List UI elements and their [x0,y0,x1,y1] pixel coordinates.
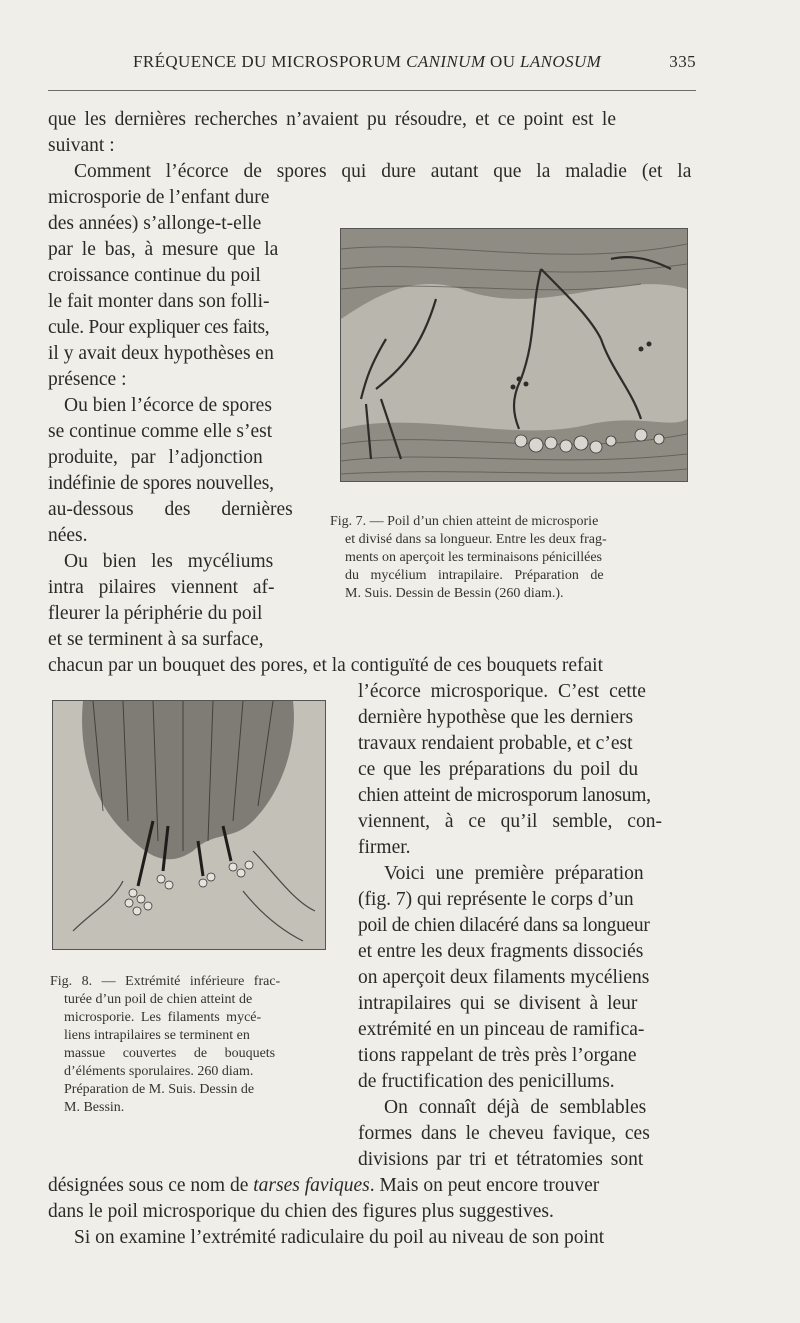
text-line: intra pilaires viennent af- [48,577,275,598]
text-line: se continue comme elle s’est [48,421,273,442]
fig7-drawing [341,229,687,481]
text-line: On connaît déjà de semblables [384,1097,647,1118]
caption-line: massue couvertes de bouquets [64,1046,276,1061]
running-title: FRÉQUENCE DU MICROSPORUM CANINUM OU LANOSUM [133,52,602,71]
text-line: produite, par l’adjonction [48,447,263,468]
text-line: ce que les préparations du poil du [358,759,639,780]
text-line: cule. Pour expliquer ces faits, [48,317,270,338]
fig8-drawing [53,701,325,949]
text-line: Ou bien les mycéliums [64,551,274,572]
caption-line: ments on aperçoit les terminaisons pénicillées [345,550,602,565]
text-line: firmer. [358,837,411,858]
text-line: Voici une première préparation [384,863,644,884]
text-line: au-dessous des dernières [48,499,293,520]
text-line: et se terminent à sa surface, [48,629,264,650]
text-line: il y avait deux hypothèses en [48,343,274,364]
text-line: viennent, à ce qu’il semble, con- [358,811,662,832]
text-line: et entre les deux fragments dissociés [358,941,644,962]
text-line: que les dernières recherches n’avaient pu résoudre, et ce point est le [48,109,617,130]
text-line: dans le poil microsporique du chien des figures plus suggestives. [48,1201,554,1222]
text-line: par le bas, à mesure que la [48,239,279,260]
text-line: Si on examine l’extrémité radiculaire du poil au niveau de son point [74,1227,605,1248]
caption-line: du mycélium intrapilaire. Préparation de [345,568,604,583]
text-line: chacun par un bouquet des pores, et la contiguïté de ces bouquets refait [48,655,604,676]
caption-line: microsporie. Les filaments mycé- [64,1010,262,1025]
header-rule [48,90,696,91]
text-line: dernière hypothèse que les derniers [358,707,634,728]
text-line: le fait monter dans son folli- [48,291,270,312]
page-number: 335 [669,52,696,71]
running-header [48,50,696,80]
text-line: de fructification des penicillums. [358,1071,615,1092]
text-line: présence : [48,369,127,390]
text-line: on aperçoit deux filaments mycéliens [358,967,650,988]
text-line: divisions par tri et tétratomies sont [358,1149,644,1170]
caption-line: Fig. 7. — Poil d’un chien atteint de microsporie [330,514,599,529]
text-line: chien atteint de microsporum lanosum, [358,785,651,806]
caption-line: Préparation de M. Suis. Dessin de [64,1082,255,1097]
text-line: extrémité en un pinceau de ramifica- [358,1019,645,1040]
text-line: travaux rendaient probable, et c’est [358,733,633,754]
text-line: (fig. 7) qui représente le corps d’un [358,889,634,910]
text-line: indéfinie de spores nouvelles, [48,473,274,494]
text-line: nées. [48,525,88,546]
text-line: croissance continue du poil [48,265,261,286]
text-line: tions rappelant de très près l’organe [358,1045,637,1066]
text-line: l’écorce microsporique. C’est cette [358,681,646,702]
text-line: Ou bien l’écorce de spores [64,395,272,416]
caption-line: d’éléments sporulaires. 260 diam. [64,1064,254,1079]
figure-8-illustration [52,700,326,950]
caption-line: M. Bessin. [64,1100,125,1115]
caption-line: Fig. 8. — Extrémité inférieure frac- [50,974,281,989]
text-line: poil de chien dilacéré dans sa longueur [358,915,650,936]
caption-line: M. Suis. Dessin de Bessin (260 diam.). [345,586,564,601]
text-line: microsporie de l’enfant dure [48,187,270,208]
text-line: formes dans le cheveu favique, ces [358,1123,650,1144]
text-line: désignées sous ce nom de tarses faviques. Mais on peut encore trouver [48,1175,600,1196]
text-line: suivant : [48,135,115,156]
text-line: fleurer la périphérie du poil [48,603,263,624]
caption-line: liens intrapilaires se terminent en [64,1028,250,1043]
text-line: intrapilaires qui se divisent à leur [358,993,638,1014]
caption-line: et divisé dans sa longueur. Entre les deux frag- [345,532,607,547]
text-line: Comment l’écorce de spores qui dure autant que la maladie (et la [74,161,692,182]
caption-line: turée d’un poil de chien atteint de [64,992,253,1007]
figure-7-illustration [340,228,688,482]
text-line: des années) s’allonge-t-elle [48,213,262,234]
